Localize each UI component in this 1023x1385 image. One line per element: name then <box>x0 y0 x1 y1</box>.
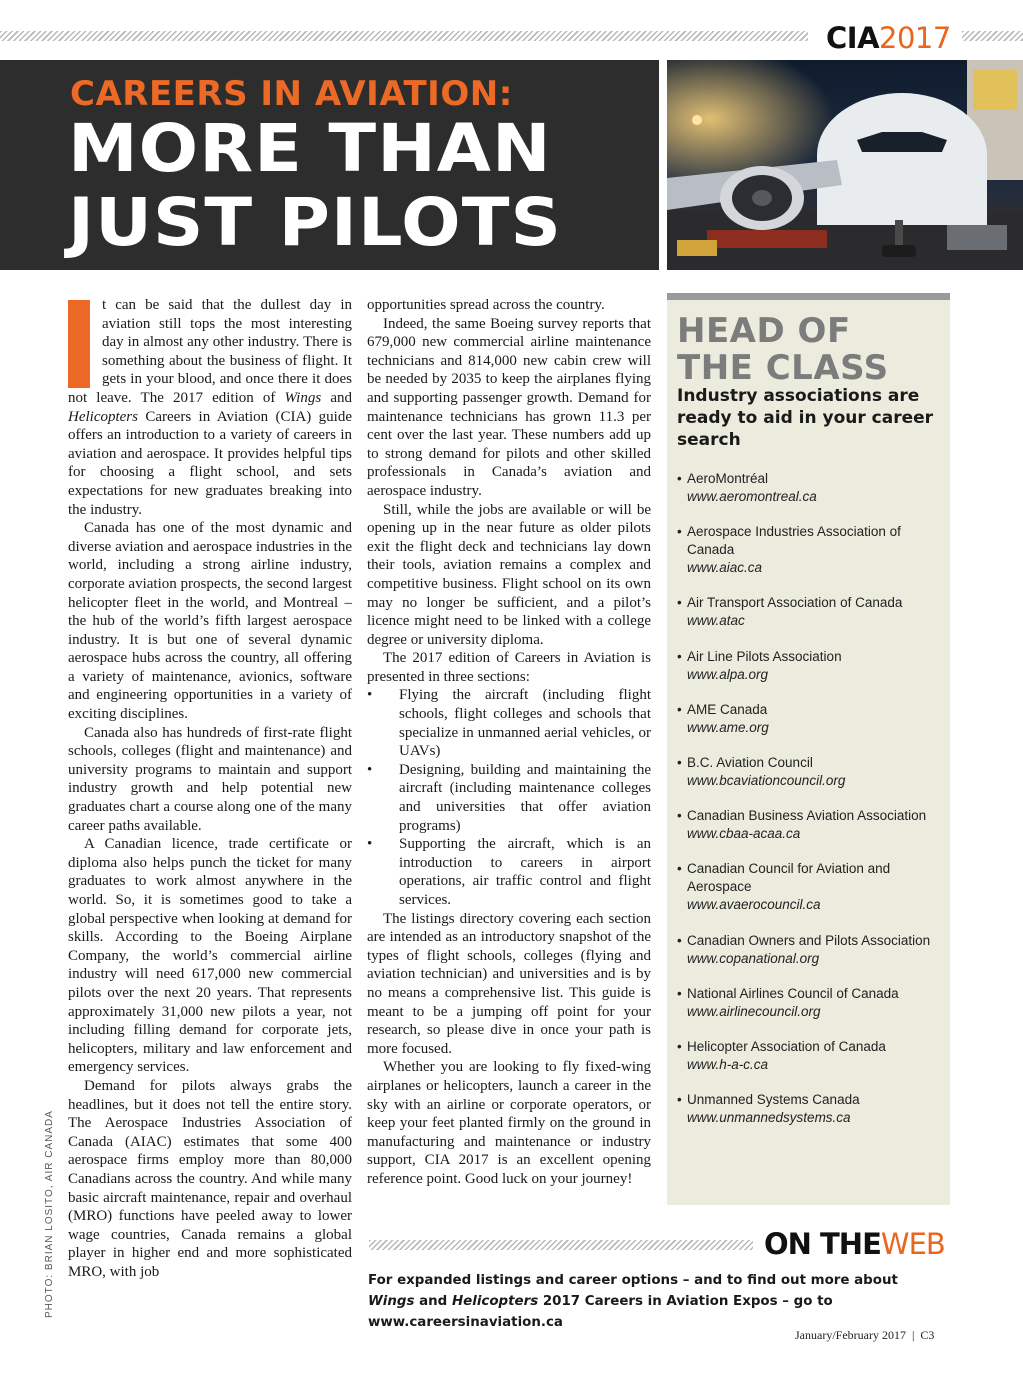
association-item: • B.C. Aviation Council www.bcaviationcouncil.org <box>677 754 943 790</box>
sections-list <box>367 686 651 909</box>
masthead-hatch-left <box>0 31 808 41</box>
association-item: • AeroMontréal www.aeromontreal.ca <box>677 470 943 506</box>
masthead-hatch-right <box>962 31 1023 41</box>
on-the-web-logo: ON THEWEB <box>764 1227 945 1261</box>
association-link[interactable]: www.h-a-c.ca <box>687 1056 769 1072</box>
article-column-1 <box>68 296 352 1281</box>
page-folio <box>795 1328 934 1343</box>
list-item: • Designing, building and maintaining the aircraft (including maintenance colleges and universities that offer aviation programs) <box>367 761 651 835</box>
association-list <box>677 470 943 1144</box>
association-item: • Air Transport Association of Canada www.atac <box>677 594 943 630</box>
article-paragraph-2: Canada has one of the most dynamic and diverse aviation and aerospace industries in the world, including a strong airline industry, corporate aviation prospects, the second largest helicopter fleet in the world, and Montreal – the hub of the world’s fifth largest aerospace industry. It is but one of several dynamic aerospace hubs across the country, all offering a variety of maintenance, avionics, software and engineering opportunities in a variety of exciting disciplines. <box>68 520 352 723</box>
association-item: • AME Canada www.ame.org <box>677 701 943 737</box>
association-item: • Air Line Pilots Association www.alpa.org <box>677 648 943 684</box>
article-paragraph-7: Still, while the jobs are available or will be opening up in the near future as older pilots exit the flight deck and technicians lay down their tools, aviation remains a complex and competitive business. Flight school on its own may no longer be sufficient, and a pilot’s licence might need to be linked with a college degree or university diploma. <box>367 501 651 648</box>
association-link[interactable]: www.atac <box>687 613 745 629</box>
association-item: • Canadian Council for Aviation and Aerospace www.avaerocouncil.ca <box>677 860 943 914</box>
dropcap-i <box>68 300 90 388</box>
headline-line-1: MORE THAN <box>68 110 552 187</box>
sidebar-title: HEAD OF THE CLASS <box>677 311 889 388</box>
association-item: • Canadian Business Aviation Association www.cbaa-acaa.ca <box>677 807 943 843</box>
article-paragraph-5: Demand for pilots always grabs the headlines, but it does not tell the entire story. The Aerospace Industries Association of Canada (AIAC) estimates that some 400 aerospace firms employ more than 80,000 Canadians across the country. And while many basic aircraft maintenance, repair and overhaul (MRO) functions have peeled away to lower wage countries, Canada remains a global player in higher end and more sophisticated MRO, with job <box>68 1077 352 1280</box>
issue-date: January/February 2017 <box>795 1328 906 1342</box>
on-the-web-text: For expanded listings and career options – and to find out more about Wings and Helicopters 2017 Careers in Aviation Expos – go to www.careersinaviation.ca <box>368 1273 898 1330</box>
association-item: • Unmanned Systems Canada www.unmannedsystems.ca <box>677 1091 943 1127</box>
association-link[interactable]: www.avaerocouncil.ca <box>687 897 821 913</box>
association-link[interactable]: www.copanational.org <box>687 950 820 966</box>
aircraft-photo <box>667 60 1023 270</box>
photo-credit: PHOTO: BRIAN LOSITO, AIR CANADA <box>44 1110 55 1318</box>
article-paragraph-6: Indeed, the same Boeing survey reports that 679,000 new commercial airline maintenance technicians and 814,000 new cabin crew will be needed by 2035 to keep the airplanes flying and supporting passenger growth. Demand for maintenance technicians has grown 11.3 per cent over the last year. These numbers add up to strong demand for pilots and other skilled professionals in Canada’s aviation and aerospace industry. <box>367 315 651 499</box>
list-item: • Supporting the aircraft, which is an introduction to careers in airport operations, air traffic control and flight services. <box>367 835 651 909</box>
association-link[interactable]: www.unmannedsystems.ca <box>687 1110 851 1126</box>
folio-separator: | <box>911 1328 915 1342</box>
association-link[interactable]: www.airlinecouncil.org <box>687 1003 821 1019</box>
article-paragraph-1: t can be said that the dullest day in aviation still tops the most interesting day in almost any other industry. There is something about the business of flight. It gets in your blood, and once there it does not leave. The 2017 edition of Wings and Helicopters Careers in Aviation (CIA) guide offers an introduction to a variety of careers in aviation and aerospace. It provides helpful tips for choosing a flight school, and sets expectations for new graduates breaking into the industry. <box>68 297 352 518</box>
association-link[interactable]: www.aeromontreal.ca <box>687 489 817 504</box>
article-paragraph-8: The 2017 edition of Careers in Aviation is presented in three sections: <box>367 650 651 685</box>
association-link[interactable]: www.bcaviationcouncil.org <box>687 772 846 788</box>
article-paragraph-3: Canada also has hundreds of first-rate flight schools, colleges (flight and maintenance) and university programs to maintain and support industry growth and help potential new graduates chart a course along one of the many career paths available. <box>68 724 352 834</box>
association-link[interactable]: www.cbaa-acaa.ca <box>687 826 801 842</box>
association-link[interactable]: www.aiac.ca <box>687 560 763 576</box>
article-column-2 <box>367 296 651 1189</box>
sidebar-top-rule <box>667 293 950 300</box>
article-paragraph-4: A Canadian licence, trade certificate or diploma also helps punch the ticket for many graduates to work almost anywhere in the world. So, it is sometimes good to take a global perspective when looking at demand for skills. According to the Boeing Airplane Company, the world’s commercial airline industry will need 617,000 new commercial pilots over the next 20 years. That represents approximately 31,000 new pilots a year, not including filling demand for corporate jets, helicopters, military and law enforcement and emergency services. <box>68 836 352 1076</box>
sidebar-subtitle: Industry associations are ready to aid in your career search <box>677 386 934 450</box>
page-number: C3 <box>920 1328 935 1342</box>
article-paragraph-9: The listings directory covering each section are intended as an introductory snapshot of the types of flight schools, colleges (flying and aviation technician) and universities and is by no means a comprehensive list. This guide is meant to be a jumping off point for your research, so please dive in once your path is more focused. <box>367 910 651 1057</box>
association-item: • Aerospace Industries Association of Canada www.aiac.ca <box>677 523 943 577</box>
headline-line-2: JUST PILOTS <box>68 184 562 261</box>
association-link[interactable]: www.ame.org <box>687 719 769 735</box>
association-item: • Canadian Owners and Pilots Association www.copanational.org <box>677 932 943 968</box>
association-item: • National Airlines Council of Canada www.airlinecouncil.org <box>677 985 943 1021</box>
cia2017-logo: CIA2017 <box>826 21 951 55</box>
on-the-web-hatch <box>369 1240 753 1250</box>
article-kicker: CAREERS IN AVIATION: <box>70 74 513 114</box>
article-paragraph-5-continued: opportunities spread across the country. <box>367 297 605 313</box>
article-paragraph-10: Whether you are looking to fly fixed-wing airplanes or helicopters, launch a career in the sky with an airline or corporate operators, or keep your feet planted firmly on the ground in manufacturing and maintenance or industry support, CIA 2017 is an excellent opening reference point. Good luck on your journey! <box>367 1059 651 1187</box>
association-link[interactable]: www.alpa.org <box>687 666 769 682</box>
associations-sidebar <box>667 293 950 1205</box>
list-item: • Flying the aircraft (including flight schools, flight colleges and schools that specialize in unmanned aerial vehicles, or UAVs) <box>367 686 651 760</box>
association-item: • Helicopter Association of Canada www.h-a-c.ca <box>677 1038 943 1074</box>
